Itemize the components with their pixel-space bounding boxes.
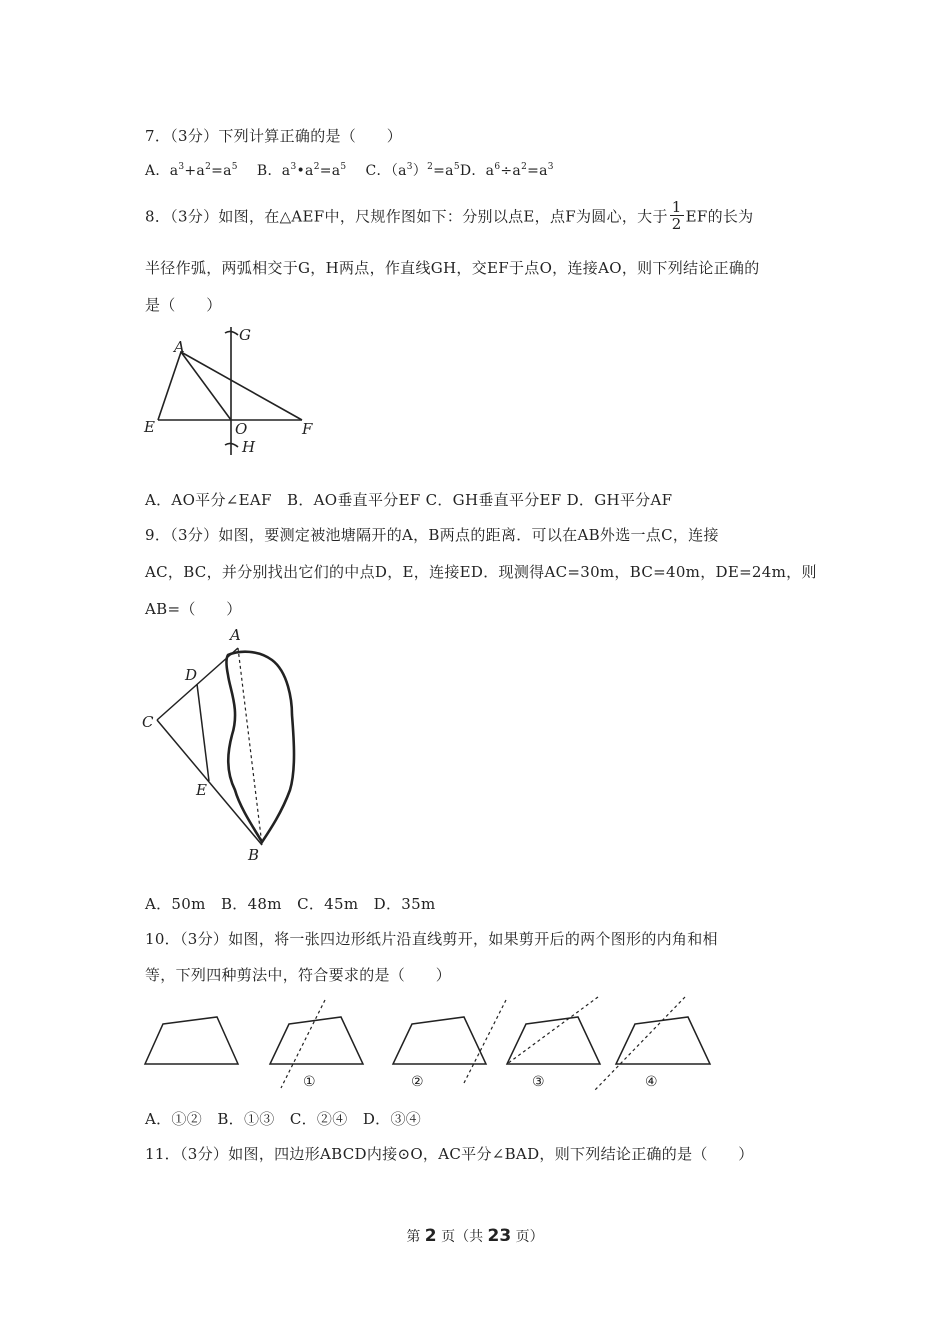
q7-options: A．$a^3+a^2=a^5$ B．$a^3•a^2=a^5$ C．$(a^3)^2=a^5D$．$a^6\div a^2=a^3$ — [145, 162, 554, 179]
q10-line1: 10．（3分）如图，将一张四边形纸片沿直线剪开，如果剪开后的两个图形的内角和相 — [145, 930, 718, 948]
q10-shape-1 — [270, 1017, 363, 1064]
q8-line2: 半径作弧，两弧相交于G，H两点，作直线GH，交EF于点O，连接AO，则下列结论正确的 — [145, 259, 760, 277]
q8-label-a: A — [174, 338, 185, 356]
q8-label-f: F — [302, 420, 313, 438]
q8-label-o: O — [235, 420, 248, 438]
page-number: 2 — [424, 1226, 437, 1246]
q10-shape-original — [145, 1017, 238, 1064]
q9-label-e: E — [196, 781, 207, 799]
q10-shape-2 — [393, 1017, 486, 1064]
q10-label-4: ④ — [645, 1074, 658, 1090]
q8-label-h: H — [242, 438, 256, 456]
q11-line1: 11．（3分）如图，四边形ABCD内接⊙O，AC平分∠BAD，则下列结论正确的是（ ） — [145, 1145, 754, 1163]
q9-label-a: A — [230, 626, 241, 644]
page-footer: 第 2 页（共 23 页） — [406, 1226, 544, 1246]
q9-options: A．50m B．48m C．45m D．35m — [145, 895, 436, 913]
q7-stem: 7．（3分）下列计算正确的是（ ） — [145, 127, 402, 145]
q10-line2: 等，下列四种剪法中，符合要求的是（ ） — [145, 966, 452, 984]
q9-line1: 9．（3分）如图，要测定被池塘隔开的A，B两点的距离．可以在AB外选一点C，连接 — [145, 526, 719, 544]
q10-cut-4 — [595, 997, 685, 1090]
q9-label-b: B — [248, 846, 260, 864]
q9-label-c: C — [142, 713, 154, 731]
q8-fraction: $\frac{1}{2}$ — [671, 198, 682, 233]
q10-label-1: ① — [303, 1074, 316, 1090]
q8-label-g: G — [239, 326, 251, 344]
q10-cut-2 — [463, 1000, 506, 1085]
q9-line2: AC，BC，并分别找出它们的中点D，E，连接ED．现测得AC=30m，BC=40m，DE=24m，则 — [145, 563, 817, 581]
q8-options: A．AO平分∠EAF B．AO垂直平分EF C．GH垂直平分EF D．GH平分AF — [145, 491, 673, 509]
q9-line3: AB=（ ） — [145, 600, 242, 618]
q8-label-e: E — [144, 418, 155, 436]
q10-options: A．①② B．①③ C．②④ D．③④ — [145, 1110, 422, 1128]
q10-label-2: ② — [411, 1074, 424, 1090]
total-pages: 23 — [487, 1226, 512, 1246]
q8-stem: 8．（3分）如图，在△AEF中，尺规作图如下：分别以点E，点F为圆心，大于 $\frac{1}{2}$ EF的长为 — [145, 198, 754, 233]
q10-shape-4 — [616, 1017, 710, 1064]
q10-label-3: ③ — [532, 1074, 545, 1090]
q10-shape-3 — [507, 1017, 600, 1064]
q8-line3: 是（ ） — [145, 296, 222, 314]
q9-label-d: D — [185, 666, 198, 684]
